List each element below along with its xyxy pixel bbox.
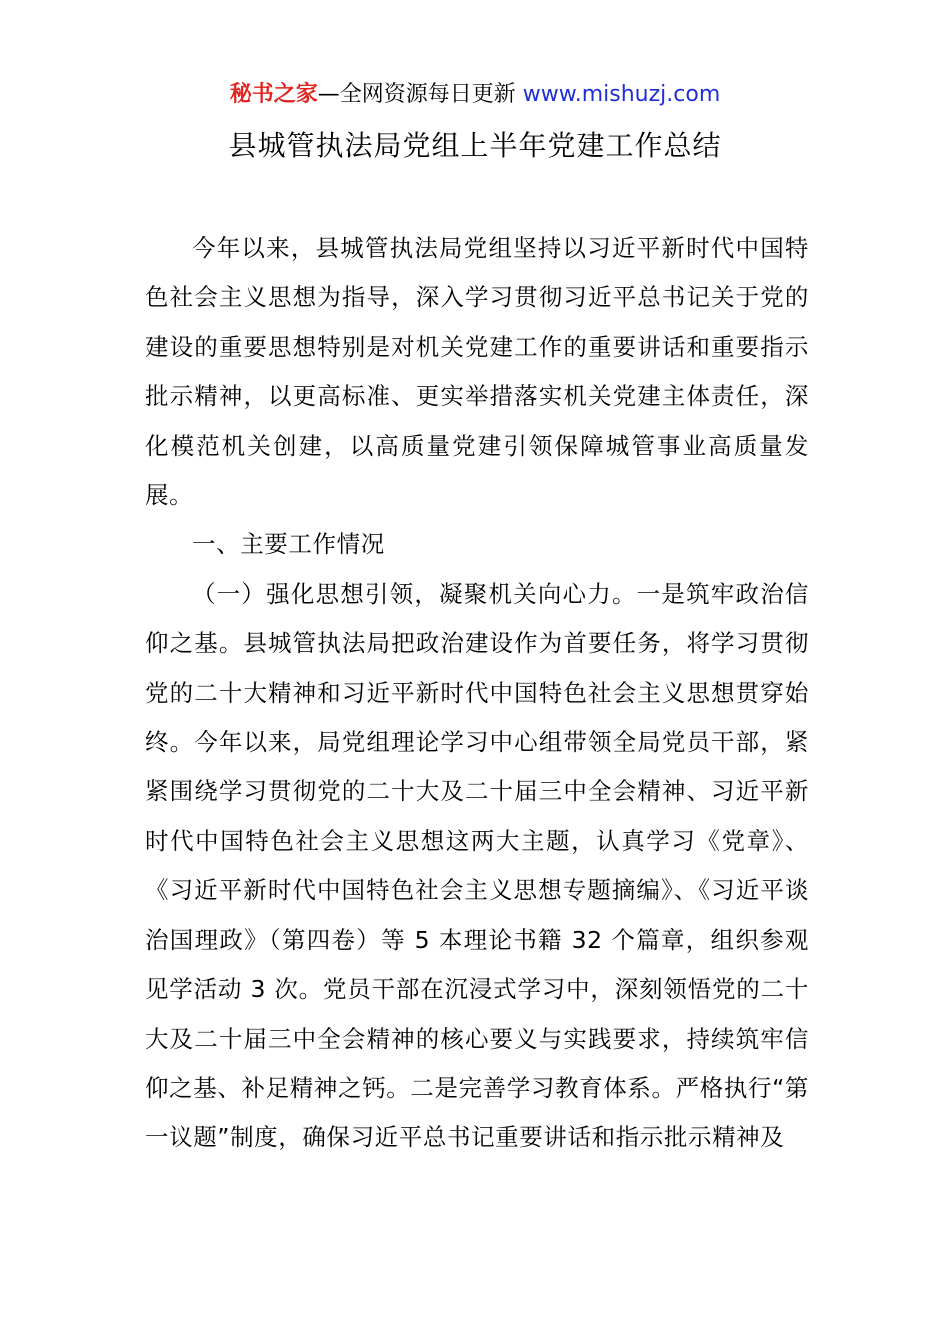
document-title: 县城管执法局党组上半年党建工作总结 <box>228 129 722 162</box>
website-link[interactable]: www.mishuzj.com <box>522 82 721 107</box>
section-heading: 一、主要工作情况 <box>192 530 385 559</box>
header-tagline: —全网资源每日更新 <box>317 82 523 107</box>
brand-name: 秘书之家 <box>229 82 318 107</box>
body-paragraph: （一）强化思想引领，凝聚机关向心力。一是筑牢政治信仰之基。县城管执法局把政治建设作为首要任务，将学习贯彻党的二十大精神和习近平新时代中国特色社会主义思想贯穿始终。今年以来，局党组理论学习中心组带领全局党员干部，紧紧围绕学习贯彻党的二十大及二十届三中全会精神、习近平新时代中国特色社会主义思想这两大主题，认真学习《党章》、《习近平新时代中国特色社会主义思想专题摘编》、《习近平谈治国理政》（第四卷）等 5 本理论书籍 32 个篇章，组织参观见学活动 3 次。党员干部在沉浸式学习中，深刻领悟党的二十大及二十届三中全会精神的核心要义与实践要求，持续筑牢信仰之基、补足精神之钙。二是完善学习教育体系。严格执行“第一议题”制度，确保习近平总书记重要讲话和指示批示精神及 <box>145 579 809 1152</box>
page-header <box>0 80 950 110</box>
document-body <box>145 224 809 1163</box>
intro-paragraph: 今年以来，县城管执法局党组坚持以习近平新时代中国特色社会主义思想为指导，深入学习贯彻习近平总书记关于党的建设的重要思想特别是对机关党建工作的重要讲话和重要指示批示精神，以更高标准、更实举措落实机关党建主体责任，深化模范机关创建，以高质量党建引领保障城管事业高质量发展。 <box>145 234 809 510</box>
